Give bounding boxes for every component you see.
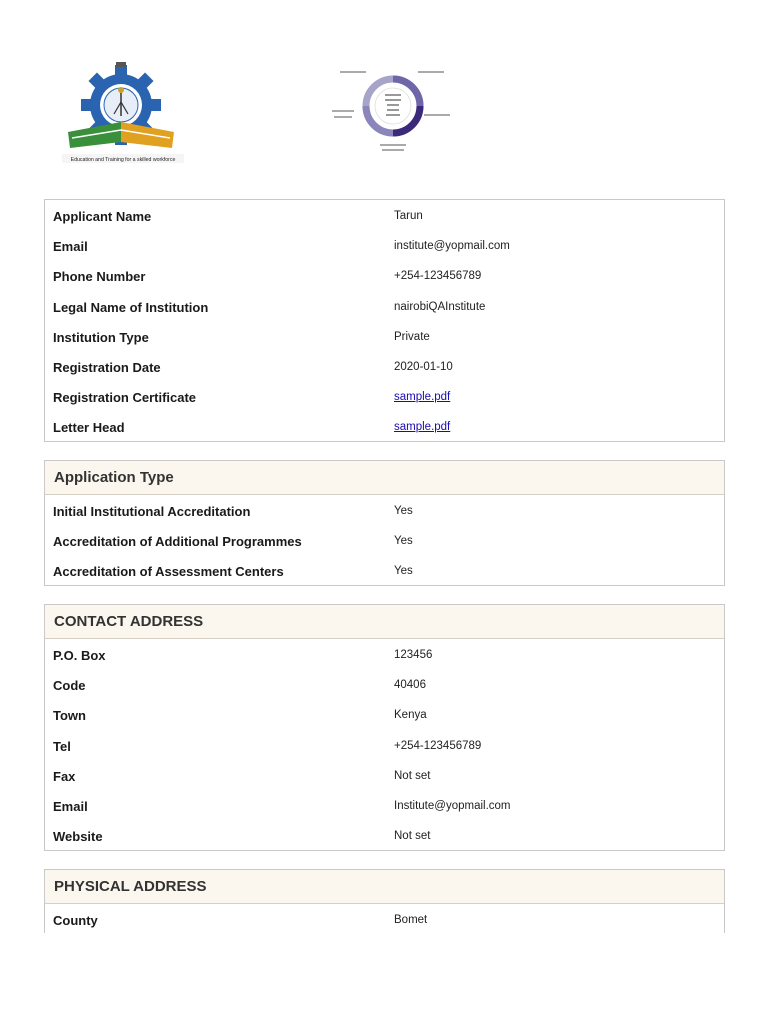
field-label: Phone Number [53,269,146,285]
field-label: P.O. Box [53,648,106,663]
letter-head-link[interactable]: sample.pdf [394,421,451,434]
contact-address-panel [44,604,725,851]
contact-email-row [45,791,724,821]
field-value: Yes [394,505,413,517]
field-label: Legal Name of Institution [53,299,209,315]
field-value: Yes [394,565,413,578]
field-value: Private [394,330,430,343]
section-title: PHYSICAL ADDRESS [45,870,724,904]
field-label: Registration Certificate [53,390,197,406]
field-label: Fax [53,768,76,784]
field-value: +254-123456789 [394,739,482,752]
accreditation-cycle-diagram [330,68,455,153]
field-value: Not set [394,769,431,782]
website-row [45,821,724,851]
field-label: Accreditation of Assessment Centers [53,564,284,580]
field-label: Email [53,239,88,255]
po-box-row [45,640,724,670]
field-value: nairobiQAInstitute [394,300,486,313]
institution-type-row [45,322,724,352]
applicant-name-row [45,201,724,231]
field-value: institute@yopmail.com [394,240,510,253]
field-label: Letter Head [53,420,125,436]
field-label: Code [53,678,86,694]
section-title: Application Type [45,461,724,495]
field-value: Kenya [394,709,427,722]
field-value: Institute@yopmail.com [394,799,511,812]
field-value: Yes [394,535,413,548]
field-label: Website [53,829,103,845]
field-value: +254-123456789 [394,270,482,283]
field-value: 2020-01-10 [394,360,453,373]
field-value: Bomet [394,914,428,926]
field-label: County [53,913,98,928]
field-value: 123456 [394,649,433,661]
section-title: CONTACT ADDRESS [45,605,724,639]
field-value: 40406 [394,679,426,692]
field-label: Accreditation of Additional Programmes [53,534,302,550]
phone-number-row [45,261,724,291]
physical-address-panel [44,869,725,933]
initial-accreditation-row [45,496,724,526]
field-value: Tarun [394,210,423,222]
registration-date-row [45,352,724,382]
field-label: Town [53,708,86,724]
field-label: Applicant Name [53,209,152,224]
fax-row [45,761,724,791]
letter-head-row [45,412,724,442]
registration-certificate-row [45,382,724,412]
logo-motto: Education and Training for a skilled workforce [70,157,176,163]
applicant-details-panel [44,199,725,442]
application-type-panel [44,460,725,586]
field-label: Tel [53,738,71,754]
field-label: Email [53,798,88,814]
institution-seal-logo [58,60,188,168]
field-label: Institution Type [53,329,149,345]
assessment-centers-row [45,556,724,586]
county-row [45,905,724,935]
email-row [45,231,724,261]
field-value: Not set [394,830,431,843]
legal-name-row [45,292,724,322]
additional-programmes-row [45,526,724,556]
registration-certificate-link[interactable]: sample.pdf [394,391,451,404]
field-label: Registration Date [53,359,161,375]
tel-row [45,731,724,761]
field-label: Initial Institutional Accreditation [53,504,251,519]
town-row [45,700,724,730]
code-row [45,670,724,700]
